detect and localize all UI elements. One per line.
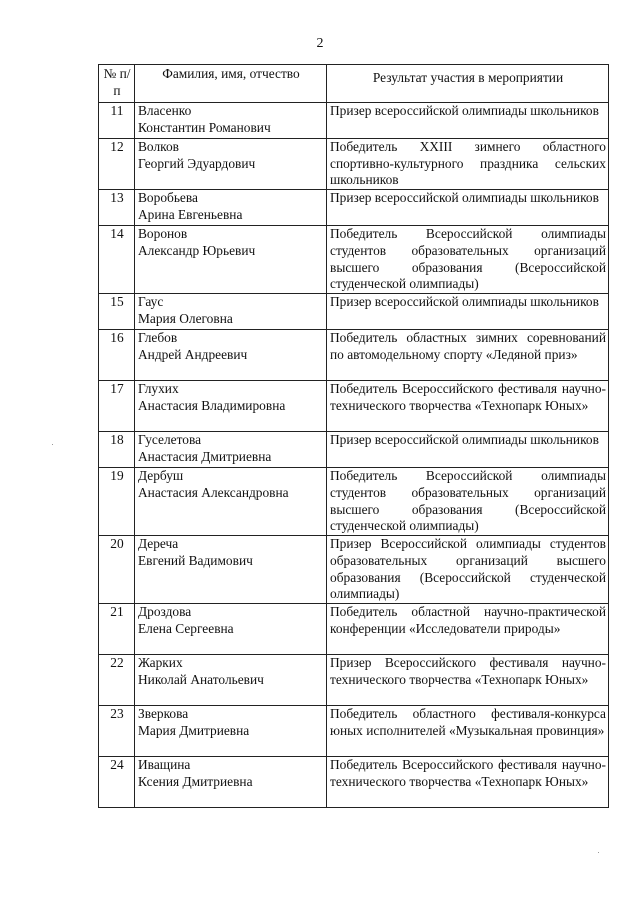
result-cell: Победитель Всероссийского фестиваля научно-технического творчества «Технопарк Юных» bbox=[327, 381, 609, 432]
full-name-cell bbox=[135, 706, 327, 757]
last-name: Зверкова bbox=[138, 706, 189, 722]
first-and-patronymic: Мария Дмитриевна bbox=[138, 722, 250, 738]
last-name: Глухих bbox=[138, 381, 179, 397]
row-number: 14 bbox=[99, 226, 135, 294]
table-row bbox=[99, 757, 609, 808]
result-cell: Призер всероссийской олимпиады школьников bbox=[327, 190, 609, 226]
first-and-patronymic: Андрей Андреевич bbox=[138, 346, 248, 362]
first-and-patronymic: Константин Романович bbox=[138, 119, 271, 135]
table-header-row bbox=[99, 65, 609, 103]
first-and-patronymic: Анастасия Александровна bbox=[138, 484, 289, 500]
first-and-patronymic: Николай Анатольевич bbox=[138, 671, 264, 687]
full-name-cell bbox=[135, 103, 327, 139]
row-number: 19 bbox=[99, 468, 135, 536]
header-full-name: Фамилия, имя, отчество bbox=[135, 65, 327, 103]
row-number: 11 bbox=[99, 103, 135, 139]
full-name-cell bbox=[135, 536, 327, 604]
table-row bbox=[99, 294, 609, 330]
table-row bbox=[99, 381, 609, 432]
full-name-cell bbox=[135, 226, 327, 294]
first-and-patronymic: Анастасия Владимировна bbox=[138, 397, 286, 413]
full-name-cell bbox=[135, 604, 327, 655]
row-number: 15 bbox=[99, 294, 135, 330]
row-number: 13 bbox=[99, 190, 135, 226]
row-number: 21 bbox=[99, 604, 135, 655]
last-name: Воробьева bbox=[138, 190, 198, 206]
first-and-patronymic: Евгений Вадимович bbox=[138, 552, 253, 568]
last-name: Гуселетова bbox=[138, 432, 202, 448]
result-cell: Призер Всероссийского фестиваля научно-технического творчества «Технопарк Юных» bbox=[327, 655, 609, 706]
row-number: 20 bbox=[99, 536, 135, 604]
last-name: Дереча bbox=[138, 536, 179, 552]
table-body bbox=[99, 103, 609, 808]
first-and-patronymic: Александр Юрьевич bbox=[138, 242, 256, 258]
result-cell: Победитель Всероссийской олимпиады студентов образовательных организаций высшего образования (Всероссийской студенческой олимпиады) bbox=[327, 226, 609, 294]
last-name: Власенко bbox=[138, 103, 192, 118]
result-cell: Призер всероссийской олимпиады школьников bbox=[327, 294, 609, 330]
table-row bbox=[99, 604, 609, 655]
table-row bbox=[99, 226, 609, 294]
first-and-patronymic: Елена Сергеевна bbox=[138, 620, 234, 636]
row-number: 18 bbox=[99, 432, 135, 468]
first-and-patronymic: Арина Евгеньевна bbox=[138, 206, 243, 222]
table-row bbox=[99, 536, 609, 604]
table-row bbox=[99, 706, 609, 757]
last-name: Жарких bbox=[138, 655, 183, 671]
header-number: № п/п bbox=[99, 65, 135, 103]
table-row bbox=[99, 190, 609, 226]
result-cell: Победитель XXIII зимнего областного спортивно-культурного праздника сельских школьников bbox=[327, 139, 609, 190]
full-name-cell bbox=[135, 294, 327, 330]
full-name-cell bbox=[135, 468, 327, 536]
full-name-cell bbox=[135, 757, 327, 808]
table-row bbox=[99, 468, 609, 536]
result-cell: Призер всероссийской олимпиады школьников bbox=[327, 432, 609, 468]
row-number: 24 bbox=[99, 757, 135, 808]
row-number: 23 bbox=[99, 706, 135, 757]
full-name-cell bbox=[135, 432, 327, 468]
full-name-cell bbox=[135, 190, 327, 226]
full-name-cell bbox=[135, 139, 327, 190]
table-row bbox=[99, 330, 609, 381]
result-cell: Победитель областной научно-практической конференции «Исследователи природы» bbox=[327, 604, 609, 655]
full-name-cell bbox=[135, 655, 327, 706]
results-table bbox=[98, 64, 609, 808]
result-cell: Призер всероссийской олимпиады школьников bbox=[327, 103, 609, 139]
full-name-cell bbox=[135, 330, 327, 381]
full-name-cell bbox=[135, 381, 327, 432]
table-row bbox=[99, 139, 609, 190]
row-number: 17 bbox=[99, 381, 135, 432]
result-cell: Победитель Всероссийской олимпиады студентов образовательных организаций высшего образования (Всероссийской студенческой олимпиады) bbox=[327, 468, 609, 536]
row-number: 12 bbox=[99, 139, 135, 190]
result-cell: Призер Всероссийской олимпиады студентов образовательных организаций высшего образования (Всероссийской студенческой олимпиады) bbox=[327, 536, 609, 604]
scan-mark bbox=[598, 852, 599, 853]
row-number: 22 bbox=[99, 655, 135, 706]
scan-mark bbox=[52, 444, 53, 445]
page-number: 2 bbox=[316, 36, 324, 51]
result-cell: Победитель Всероссийского фестиваля научно-технического творчества «Технопарк Юных» bbox=[327, 757, 609, 808]
last-name: Дербуш bbox=[138, 468, 184, 484]
first-and-patronymic: Ксения Дмитриевна bbox=[138, 773, 253, 789]
row-number: 16 bbox=[99, 330, 135, 381]
last-name: Иващина bbox=[138, 757, 191, 773]
result-cell: Победитель областного фестиваля-конкурса юных исполнителей «Музыкальная провинция» bbox=[327, 706, 609, 757]
table-row bbox=[99, 655, 609, 706]
first-and-patronymic: Анастасия Дмитриевна bbox=[138, 448, 272, 464]
first-and-patronymic: Мария Олеговна bbox=[138, 310, 233, 326]
last-name: Воронов bbox=[138, 226, 188, 242]
last-name: Гаус bbox=[138, 294, 164, 310]
header-result: Результат участия в мероприятии bbox=[327, 65, 609, 103]
result-cell: Победитель областных зимних соревнований по автомодельному спорту «Ледяной приз» bbox=[327, 330, 609, 381]
first-and-patronymic: Георгий Эдуардович bbox=[138, 155, 256, 171]
table-row bbox=[99, 432, 609, 468]
last-name: Волков bbox=[138, 139, 179, 154]
last-name: Дроздова bbox=[138, 604, 192, 620]
table-row bbox=[99, 103, 609, 139]
last-name: Глебов bbox=[138, 330, 178, 346]
